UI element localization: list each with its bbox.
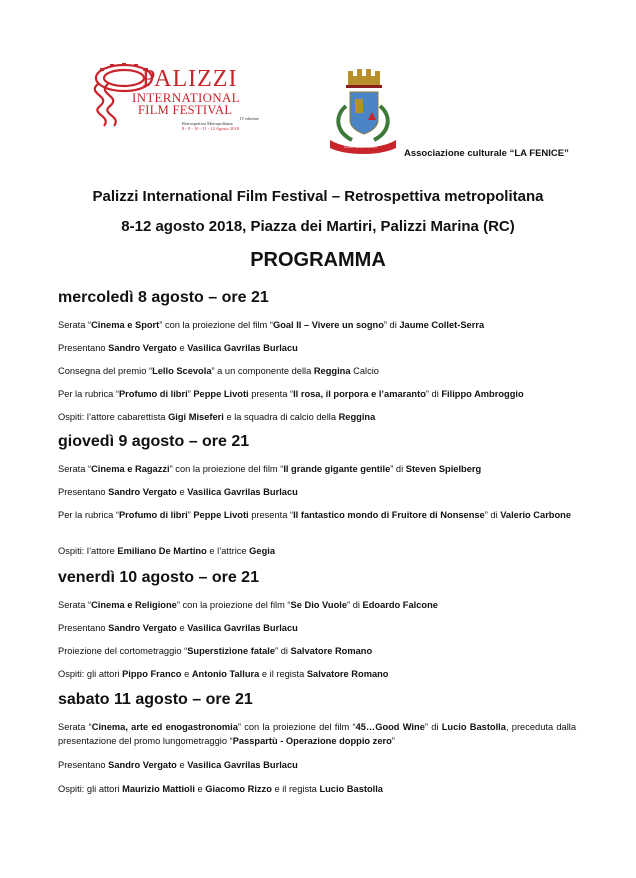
association-name: Associazione culturale “LA FENICE” bbox=[404, 148, 569, 159]
logo-line-1: PALIZZI bbox=[142, 66, 238, 92]
festival-logo bbox=[82, 54, 278, 132]
item-text: e bbox=[181, 669, 192, 679]
item-text: ” di bbox=[390, 464, 406, 474]
festival-title: Palizzi International Film Festival – Retrospettiva metropolitana bbox=[92, 188, 544, 205]
item-text: Serata “ bbox=[58, 722, 92, 732]
highlighted-name: Reggina bbox=[338, 412, 376, 422]
item-text: Presentano bbox=[58, 623, 109, 633]
highlighted-name: Il rosa, il porpora e l’amaranto bbox=[293, 389, 426, 399]
item-text: , preceduta dalla presentazione del promo lungometraggio “ bbox=[58, 722, 577, 746]
item-text: e bbox=[176, 343, 188, 353]
highlighted-name: Profumo di libri bbox=[118, 389, 188, 399]
item-text: ” di bbox=[484, 510, 501, 520]
program-item bbox=[58, 410, 576, 424]
day-heading: mercoledì 8 agosto – ore 21 bbox=[58, 289, 269, 306]
item-text: Proiezione del cortometraggio “ bbox=[58, 646, 188, 656]
item-text: Serata “ bbox=[58, 600, 92, 610]
festival-dates-place: 8-12 agosto 2018, Piazza dei Martiri, Palizzi Marina (RC) bbox=[121, 218, 515, 235]
program-item bbox=[58, 318, 576, 332]
highlighted-name: Cinema, arte ed enogastronomia bbox=[91, 722, 238, 732]
program-item bbox=[58, 544, 576, 558]
item-text: e l’attrice bbox=[206, 546, 250, 556]
highlighted-name: Giacomo Rizzo bbox=[205, 784, 272, 794]
program-item bbox=[58, 485, 576, 499]
item-text: Presentano bbox=[58, 343, 109, 353]
highlighted-name: Edoardo Falcone bbox=[362, 600, 438, 610]
highlighted-name: Emiliano De Martino bbox=[117, 546, 207, 556]
highlighted-name: Sandro Vergato bbox=[108, 343, 177, 353]
item-text: e bbox=[176, 623, 188, 633]
item-text: e bbox=[194, 784, 206, 794]
item-text: ” a un componente della bbox=[211, 366, 314, 376]
item-text: Per la rubrica “ bbox=[58, 510, 119, 520]
highlighted-name: Gigi Miseferi bbox=[168, 412, 224, 422]
item-text: ” di bbox=[424, 722, 442, 732]
item-text: ” con la proiezione del film “ bbox=[169, 464, 284, 474]
logo-sub-2: 8 - 9 - 10 - 11 - 12 Agosto 2018 bbox=[182, 126, 239, 131]
item-text: Ospiti: l’attore bbox=[58, 546, 118, 556]
item-text: e bbox=[176, 760, 188, 770]
logo-sub-1: Retrospettiva Metropolitana bbox=[182, 121, 233, 126]
program-item bbox=[58, 364, 576, 378]
highlighted-name: Vasilica Gavrilas Burlacu bbox=[187, 623, 298, 633]
item-text: e la squadra di calcio della bbox=[223, 412, 339, 422]
highlighted-name: Jaume Collet-Serra bbox=[399, 320, 485, 330]
highlighted-name: Salvatore Romano bbox=[306, 669, 389, 679]
item-text: ” con la proiezione del film “ bbox=[159, 320, 273, 330]
item-text: Presentano bbox=[58, 487, 109, 497]
item-text: ” bbox=[187, 510, 194, 520]
program-item bbox=[58, 387, 576, 401]
item-text: e bbox=[176, 487, 188, 497]
program-item bbox=[58, 782, 576, 796]
highlighted-name: Il fantastico mondo di Fruitore di Nonsense bbox=[293, 510, 485, 520]
highlighted-name: Pippo Franco bbox=[122, 669, 182, 679]
item-text: Calcio bbox=[350, 366, 379, 376]
highlighted-name: Antonio Tallura bbox=[191, 669, 260, 679]
item-text: ” di bbox=[275, 646, 291, 656]
program-item bbox=[58, 667, 576, 681]
highlighted-name: Valerio Carbone bbox=[500, 510, 572, 520]
program-item bbox=[58, 598, 576, 612]
highlighted-name: Cinema e Sport bbox=[91, 320, 160, 330]
highlighted-name: Sandro Vergato bbox=[108, 760, 177, 770]
highlighted-name: Lello Scevola bbox=[152, 366, 212, 376]
day-heading: venerdì 10 agosto – ore 21 bbox=[58, 569, 259, 586]
day-heading: giovedì 9 agosto – ore 21 bbox=[58, 433, 250, 450]
program-item bbox=[58, 341, 576, 355]
highlighted-name: Sandro Vergato bbox=[108, 623, 177, 633]
item-text: Ospiti: gli attori bbox=[58, 669, 123, 679]
highlighted-name: Vasilica Gavrilas Burlacu bbox=[187, 487, 298, 497]
program-item bbox=[58, 462, 576, 476]
item-text: Serata “ bbox=[58, 320, 92, 330]
day-heading: sabato 11 agosto – ore 21 bbox=[58, 691, 253, 708]
programma-heading: PROGRAMMA bbox=[250, 249, 386, 271]
highlighted-name: Steven Spielberg bbox=[405, 464, 482, 474]
item-text: ” bbox=[391, 736, 395, 746]
highlighted-name: Cinema e Ragazzi bbox=[91, 464, 170, 474]
program-item bbox=[58, 644, 576, 658]
highlighted-name: Profumo di libri bbox=[118, 510, 188, 520]
item-text: ” con la proiezione del film “ bbox=[237, 722, 356, 732]
item-text: Presentano bbox=[58, 760, 109, 770]
item-text: presenta “ bbox=[248, 389, 294, 399]
logo-edition: IV edizione bbox=[240, 116, 259, 121]
highlighted-name: Goal II – Vivere un sogno bbox=[272, 320, 384, 330]
item-text: Consegna del premio “ bbox=[58, 366, 153, 376]
item-text: Ospiti: gli attori bbox=[58, 784, 123, 794]
program-item bbox=[58, 720, 576, 748]
highlighted-name: Vasilica Gavrilas Burlacu bbox=[187, 760, 298, 770]
program-item bbox=[58, 621, 576, 635]
item-text: ” di bbox=[347, 600, 363, 610]
program-item bbox=[58, 508, 576, 522]
municipal-crest bbox=[326, 66, 400, 156]
logo-line-3: FILM FESTIVAL bbox=[138, 103, 233, 117]
highlighted-name: Filippo Ambroggio bbox=[441, 389, 524, 399]
logo-line-2: INTERNATIONAL bbox=[132, 90, 240, 105]
highlighted-name: Se Dio Vuole bbox=[290, 600, 348, 610]
crest-ribbon-text: COMUNE di PALIZZI bbox=[344, 145, 377, 149]
highlighted-name: Superstizione fatale bbox=[187, 646, 276, 656]
coat-of-arms-icon bbox=[326, 66, 400, 156]
item-text: Serata “ bbox=[58, 464, 92, 474]
highlighted-name: Peppe Livoti bbox=[193, 389, 249, 399]
item-text: ” bbox=[187, 389, 194, 399]
highlighted-name: Lucio Bastolla bbox=[319, 784, 383, 794]
highlighted-name: Sandro Vergato bbox=[108, 487, 177, 497]
item-text: ” con la proiezione del film “ bbox=[176, 600, 291, 610]
item-text: Ospiti: l’attore cabarettista bbox=[58, 412, 169, 422]
highlighted-name: Passpartù - Operazione doppio zero bbox=[232, 736, 392, 746]
highlighted-name: Il grande gigante gentile bbox=[283, 464, 391, 474]
item-text: e il regista bbox=[259, 669, 307, 679]
highlighted-name: Cinema e Religione bbox=[91, 600, 177, 610]
highlighted-name: Salvatore Romano bbox=[290, 646, 373, 656]
highlighted-name: Peppe Livoti bbox=[193, 510, 249, 520]
item-text: e il regista bbox=[271, 784, 320, 794]
highlighted-name: Vasilica Gavrilas Burlacu bbox=[187, 343, 298, 353]
program-item bbox=[58, 758, 576, 772]
highlighted-name: Maurizio Mattioli bbox=[122, 784, 195, 794]
highlighted-name: Lucio Bastolla bbox=[441, 722, 506, 732]
highlighted-name: Gegia bbox=[249, 546, 276, 556]
highlighted-name: Reggina bbox=[313, 366, 351, 376]
item-text: ” di bbox=[383, 320, 400, 330]
item-text: ” di bbox=[425, 389, 442, 399]
highlighted-name: 45…Good Wine bbox=[355, 722, 425, 732]
item-text: Per la rubrica “ bbox=[58, 389, 119, 399]
item-text: presenta “ bbox=[248, 510, 294, 520]
